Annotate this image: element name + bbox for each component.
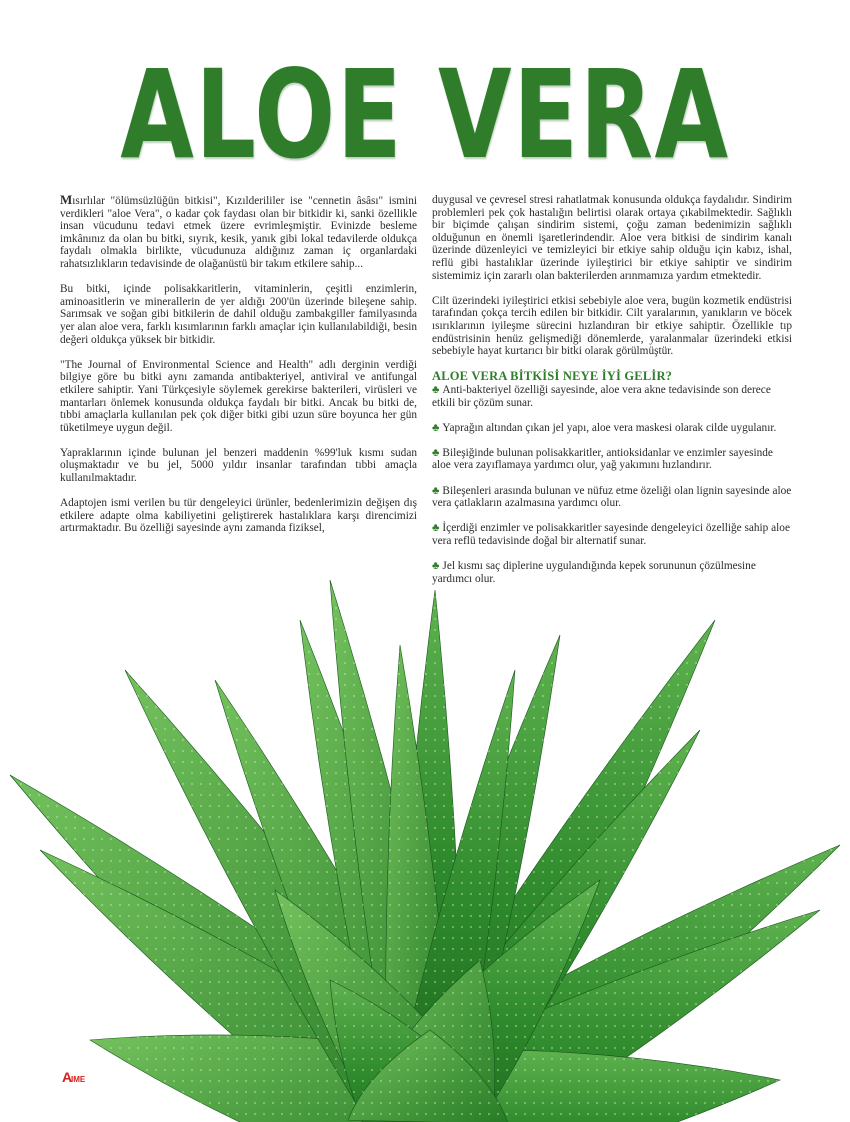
club-icon: ♣	[432, 383, 440, 396]
benefit-item: ♣ Bileşenleri arasında bulunan ve nüfuz etme özeliği olan lignin sayesinde aloe vera çatlakların azalmasına yardımcı olur.	[432, 484, 792, 510]
intro-paragraph	[60, 194, 417, 271]
page-title: ALOE VERA	[120, 44, 730, 186]
svg-text:A: A	[62, 1070, 73, 1085]
intro-text: ısırlılar "ölümsüzlüğün bitkisi", Kızılderililer ise "cennetin âsâsı" ismini verdikleri "aloe Vera", o kadar çok faydası olan bir bitkidir ki, sanki özellikle insan vücudunu tedavi etmek üzere evrimleşmiştir. Evinizde besleme imkânınız da olan bu bitki, sıyrık, kesik, yanık gibi lokal tedavilerde oldukça faydalı olmakla birlikte, vücudunuza aldığınız zaman iç organlardaki rahatsızlıkların tedavisinde de olağanüstü bir takım etkilere sahip...	[60, 195, 417, 270]
benefits-list	[432, 384, 792, 586]
benefits-heading: ALOE VERA BİTKİSİ NEYE İYİ GELİR?	[432, 369, 673, 384]
body-paragraph: Yapraklarının içinde bulunan jel benzeri maddenin %99'luk kısmı sudan oluşmaktadır ve bu jel, 5000 yıldır insanlar tarafından tıbbi amaçla kullanılmaktadır.	[60, 446, 417, 485]
aime-logo	[62, 1070, 96, 1084]
page-number: 52	[98, 1069, 112, 1085]
svg-text:IME: IME	[71, 1075, 86, 1085]
club-icon: ♣	[432, 522, 440, 535]
club-icon: ♣	[432, 484, 440, 497]
benefit-item: ♣ Yaprağın altından çıkan jel yapı, aloe vera maskesi olarak cilde uygulanır.	[432, 421, 777, 434]
right-column	[432, 194, 792, 598]
benefit-item: ♣ Jel kısmı saç diplerine uygulandığında kepek sorununun çözülmesine yardımcı olur.	[432, 560, 756, 585]
page-footer	[62, 1068, 112, 1086]
club-icon: ♣	[432, 560, 440, 573]
benefit-item: ♣ Anti-bakteriyel özelliği sayesinde, aloe vera akne tedavisinde son derece etkili bir çözüm sunar.	[432, 383, 771, 409]
dropcap: M	[60, 192, 73, 207]
club-icon: ♣	[432, 446, 440, 459]
body-paragraph: Bu bitki, içinde polisakkaritlerin, vitaminlerin, çeşitli enzimlerin, aminoasitlerin ve minerallerin de yer aldığı 200'ün üzerinde bileşene sahip. Sarımsak ve soğan gibi bitkilerin de dahil olduğu zambakgiller familyasında yer alan aloe vera, farklı kısımlarının farklı amaçlar için kullanılabildiği, besin değeri oldukça yüksek bir bitkidir.	[60, 283, 417, 346]
aloe-plant-photo	[0, 560, 850, 1122]
benefit-item: ♣ Bileşiğinde bulunan polisakkaritler, antioksidanlar ve enzimler sayesinde aloe vera zayıflamaya yardımcı olur, yağ yakımını hızlandırır.	[432, 446, 773, 472]
left-column	[60, 194, 417, 548]
body-paragraph: Cilt üzerindeki iyileştirici etkisi sebebiyle aloe vera, bugün kozmetik endüstrisi tarafından çokça tercih edilen bir bitkidir. Cilt yaralarının, yanıkların ve böcek ısırıklarının iyileşme sürecini hızlandıran bir etkiye sahiptir. Özellikle tıp endüstrisinin henüz gelişmediği dönemlerde, yaralanmalar üzerindeki etkisi sebebiyle hayat kurtarıcı bir bitki olarak görülmüştür.	[432, 294, 792, 358]
body-paragraph: duygusal ve çevresel stresi rahatlatmak konusunda oldukça faydalıdır. Sindirim problemleri pek çok hastalığın belirtisi olarak ortaya çıkabilmektedir. Sağlıklı bir biçimde çalışan sindirim sistemi, çoğu zaman bedenimizin sağlıklı olduğunun en önemli işaretlerindendir. Aloe vera bitkisi de sindirim kanalı üzerinde düzenleyici ve temizleyici bir etkiye sahip olduğu için kabız, ishal, reflü gibi hastalıklar üzerinde iyileştirici bir etkiye sahiptir ve sindirim sistemimiz için zararlı olan bakterilerden arınmamıza yardım etmektedir.	[432, 194, 792, 282]
club-icon: ♣	[432, 421, 440, 434]
body-paragraph: Adaptojen ismi verilen bu tür dengeleyici ürünler, bedenlerimizin değişen dış etkilere adapte olma kabiliyetini geliştirerek hastalıklara karşı direncimizi artırmaktadır. Bu özelliği sayesinde aynı zamanda fiziksel,	[60, 497, 417, 535]
body-paragraph: "The Journal of Environmental Science and Health" adlı derginin verdiği bilgiye göre bu bitki aynı zamanda antibakteriyel, antiviral ve antifungal etkilere sahiptir. Yani Türkçesiyle söylemek gerekirse bakterileri, virüsleri ve mantarları önlemek konusunda oldukça faydalı bir bitki. Ancak bu bitki de, tıbbi amaçlarla kullanılan pek çok diğer bitki gibi uzun süre boyunca her gün tüketilmeye uygun değil.	[60, 358, 417, 434]
benefit-item: ♣ İçerdiği enzimler ve polisakkaritler sayesinde dengeleyici özelliğe sahip aloe vera reflü tedavisinde doğal bir alternatif sunar.	[432, 522, 790, 548]
